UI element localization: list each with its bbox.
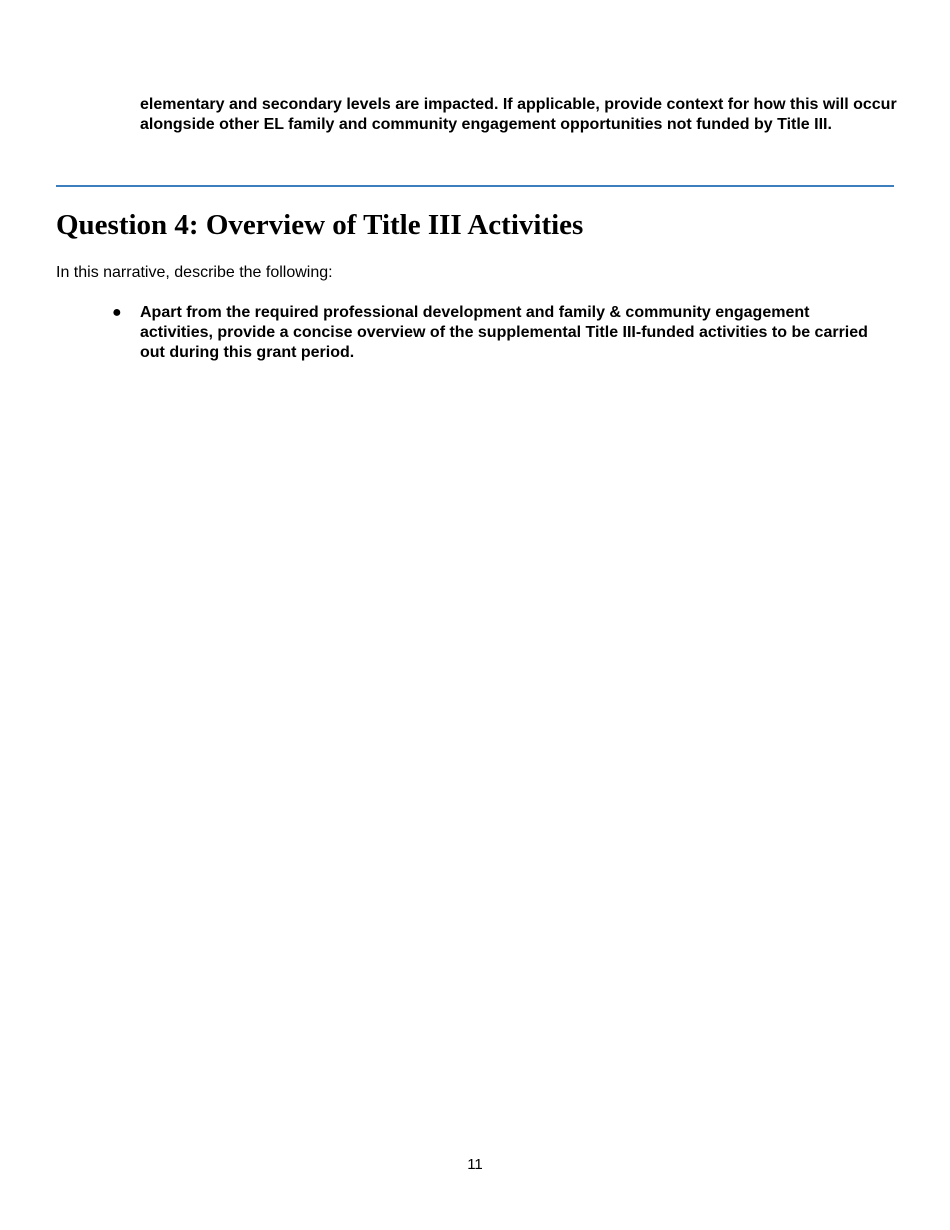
bullet-icon: ● [112,304,122,321]
page-number: 11 [467,1156,483,1173]
prompt-list [0,303,950,363]
list-item [0,303,950,363]
continued-prompt-text: elementary and secondary levels are impacted. If applicable, provide context for how this will occur alongside other EL family and community engagement opportunities not funded by Title III. [140,96,897,133]
section-heading: Question 4: Overview of Title III Activities [56,209,584,241]
section-divider [56,185,894,187]
prompt-text: Apart from the required professional development and family & community engagement activities, provide a concise overview of the supplemental Title III-funded activities to be carried out during this grant period. [140,304,868,361]
intro-text: In this narrative, describe the following: [56,264,333,281]
